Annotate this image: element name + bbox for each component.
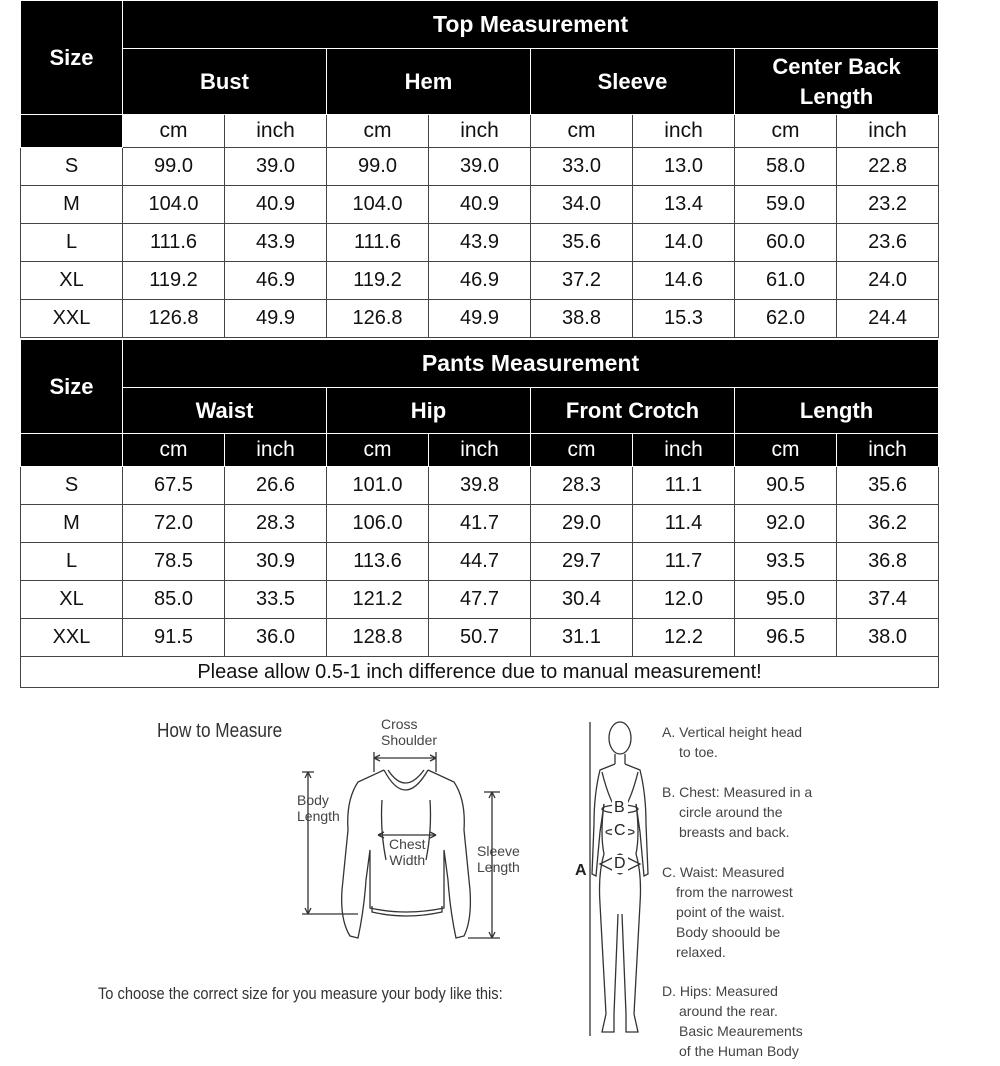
value-cell: 31.1: [531, 619, 633, 657]
value-cell: 121.2: [327, 581, 429, 619]
value-cell: 38.0: [837, 619, 939, 657]
size-cell: S: [21, 148, 123, 186]
value-cell: 43.9: [429, 224, 531, 262]
value-cell: 30.4: [531, 581, 633, 619]
pants-unit-header: inch: [429, 434, 531, 467]
value-cell: 35.6: [837, 467, 939, 505]
value-cell: 60.0: [735, 224, 837, 262]
value-cell: 62.0: [735, 300, 837, 338]
value-cell: 29.0: [531, 505, 633, 543]
table-row: [21, 186, 939, 224]
value-cell: 35.6: [531, 224, 633, 262]
value-cell: 44.7: [429, 543, 531, 581]
value-cell: 67.5: [123, 467, 225, 505]
top-unit-header: cm: [531, 115, 633, 148]
value-cell: 59.0: [735, 186, 837, 224]
value-cell: 128.8: [327, 619, 429, 657]
value-cell: 49.9: [225, 300, 327, 338]
top-group-header: Hem: [327, 49, 531, 115]
description-d: D. Hips: Measured around the rear. Basic Meaurements of the Human Body: [662, 983, 803, 1059]
value-cell: 49.9: [429, 300, 531, 338]
shirt-illustration-icon: [296, 740, 516, 945]
value-cell: 11.7: [633, 543, 735, 581]
value-cell: 96.5: [735, 619, 837, 657]
pants-group-header: Front Crotch: [531, 388, 735, 434]
top-unit-header: inch: [225, 115, 327, 148]
value-cell: 95.0: [735, 581, 837, 619]
top-unit-header: inch: [837, 115, 939, 148]
value-cell: 36.8: [837, 543, 939, 581]
cross-shoulder-label: Cross Shoulder: [381, 716, 438, 748]
value-cell: 43.9: [225, 224, 327, 262]
top-unit-header: cm: [123, 115, 225, 148]
value-cell: 23.2: [837, 186, 939, 224]
description-b: B. Chest: Measured in a circle around the breasts and back.: [662, 784, 813, 840]
value-cell: 126.8: [327, 300, 429, 338]
table-row: [21, 505, 939, 543]
table-row: [21, 543, 939, 581]
value-cell: 119.2: [123, 262, 225, 300]
description-a: A. Vertical height head to toe.: [662, 724, 803, 760]
value-cell: 104.0: [123, 186, 225, 224]
measurement-note: Please allow 0.5-1 inch difference due to manual measurement!: [21, 657, 939, 688]
pants-measurement-table: [20, 339, 939, 688]
value-cell: 99.0: [123, 148, 225, 186]
pants-unit-header: inch: [837, 434, 939, 467]
value-cell: 28.3: [225, 505, 327, 543]
table-row: [21, 148, 939, 186]
value-cell: 41.7: [429, 505, 531, 543]
marker-b: B: [614, 799, 625, 816]
size-cell: M: [21, 186, 123, 224]
size-cell: L: [21, 543, 123, 581]
table-row: [21, 467, 939, 505]
top-measurement-table: [20, 0, 939, 338]
table-row: [21, 581, 939, 619]
pants-title: Pants Measurement: [123, 340, 939, 388]
measure-instruction: To choose the correct size for you measure your body like this:: [98, 984, 503, 1003]
pants-unit-header: inch: [633, 434, 735, 467]
value-cell: 58.0: [735, 148, 837, 186]
marker-c: C: [614, 822, 626, 839]
value-cell: 101.0: [327, 467, 429, 505]
value-cell: 126.8: [123, 300, 225, 338]
pants-unit-header: inch: [225, 434, 327, 467]
value-cell: 14.6: [633, 262, 735, 300]
value-cell: 36.2: [837, 505, 939, 543]
value-cell: 13.4: [633, 186, 735, 224]
value-cell: 113.6: [327, 543, 429, 581]
value-cell: 26.6: [225, 467, 327, 505]
top-group-header: Center Back Length: [735, 49, 939, 115]
top-group-header: Sleeve: [531, 49, 735, 115]
value-cell: 36.0: [225, 619, 327, 657]
size-cell: M: [21, 505, 123, 543]
value-cell: 90.5: [735, 467, 837, 505]
body-length-label: Body Length: [297, 792, 340, 824]
value-cell: 11.4: [633, 505, 735, 543]
value-cell: 37.2: [531, 262, 633, 300]
value-cell: 40.9: [225, 186, 327, 224]
pants-group-header: Length: [735, 388, 939, 434]
pants-unit-header: cm: [531, 434, 633, 467]
value-cell: 29.7: [531, 543, 633, 581]
value-cell: 13.0: [633, 148, 735, 186]
value-cell: 11.1: [633, 467, 735, 505]
top-size-header: Size: [21, 1, 123, 115]
pants-unit-header: cm: [735, 434, 837, 467]
size-cell: XXL: [21, 619, 123, 657]
value-cell: 61.0: [735, 262, 837, 300]
value-cell: 15.3: [633, 300, 735, 338]
top-unit-header: cm: [735, 115, 837, 148]
size-cell: L: [21, 224, 123, 262]
value-cell: 40.9: [429, 186, 531, 224]
value-cell: 104.0: [327, 186, 429, 224]
value-cell: 72.0: [123, 505, 225, 543]
value-cell: 24.4: [837, 300, 939, 338]
value-cell: 12.0: [633, 581, 735, 619]
value-cell: 30.9: [225, 543, 327, 581]
sleeve-length-label: Sleeve Length: [477, 843, 520, 875]
value-cell: 47.7: [429, 581, 531, 619]
top-unit-header: inch: [429, 115, 531, 148]
top-rows: [21, 148, 939, 338]
value-cell: 37.4: [837, 581, 939, 619]
value-cell: 106.0: [327, 505, 429, 543]
value-cell: 85.0: [123, 581, 225, 619]
value-cell: 12.2: [633, 619, 735, 657]
pants-size-header: Size: [21, 340, 123, 434]
value-cell: 111.6: [123, 224, 225, 262]
how-to-measure-section: [0, 700, 1000, 1066]
value-cell: 39.0: [225, 148, 327, 186]
value-cell: 38.8: [531, 300, 633, 338]
size-cell: XL: [21, 262, 123, 300]
value-cell: 34.0: [531, 186, 633, 224]
marker-d: D: [614, 855, 626, 872]
top-title: Top Measurement: [123, 1, 939, 49]
top-unit-header: inch: [633, 115, 735, 148]
value-cell: 78.5: [123, 543, 225, 581]
pants-unit-header: cm: [327, 434, 429, 467]
value-cell: 46.9: [225, 262, 327, 300]
table-row: [21, 619, 939, 657]
value-cell: 33.0: [531, 148, 633, 186]
value-cell: 46.9: [429, 262, 531, 300]
value-cell: 24.0: [837, 262, 939, 300]
value-cell: 22.8: [837, 148, 939, 186]
top-group-header: Bust: [123, 49, 327, 115]
description-c: C. Waist: Measured from the narrowest point of the waist. Body shoould be relaxed.: [662, 864, 793, 960]
pants-unit-header: cm: [123, 434, 225, 467]
value-cell: 33.5: [225, 581, 327, 619]
top-unit-header: cm: [327, 115, 429, 148]
value-cell: 39.0: [429, 148, 531, 186]
chest-width-label: Chest Width: [389, 836, 426, 868]
top-size-header-spacer: [21, 115, 123, 148]
how-to-measure-title: How to Measure: [157, 720, 283, 742]
value-cell: 28.3: [531, 467, 633, 505]
value-cell: 92.0: [735, 505, 837, 543]
pants-group-header: Waist: [123, 388, 327, 434]
value-cell: 91.5: [123, 619, 225, 657]
table-row: [21, 224, 939, 262]
value-cell: 23.6: [837, 224, 939, 262]
pants-group-header: Hip: [327, 388, 531, 434]
value-cell: 99.0: [327, 148, 429, 186]
pants-size-header-spacer: [21, 434, 123, 467]
marker-a: A: [575, 862, 587, 879]
size-cell: XXL: [21, 300, 123, 338]
body-figure-icon: [570, 714, 660, 1048]
table-row: [21, 262, 939, 300]
value-cell: 39.8: [429, 467, 531, 505]
table-row: [21, 300, 939, 338]
value-cell: 14.0: [633, 224, 735, 262]
size-cell: XL: [21, 581, 123, 619]
value-cell: 111.6: [327, 224, 429, 262]
size-cell: S: [21, 467, 123, 505]
pants-rows: [21, 467, 939, 657]
value-cell: 119.2: [327, 262, 429, 300]
value-cell: 50.7: [429, 619, 531, 657]
value-cell: 93.5: [735, 543, 837, 581]
